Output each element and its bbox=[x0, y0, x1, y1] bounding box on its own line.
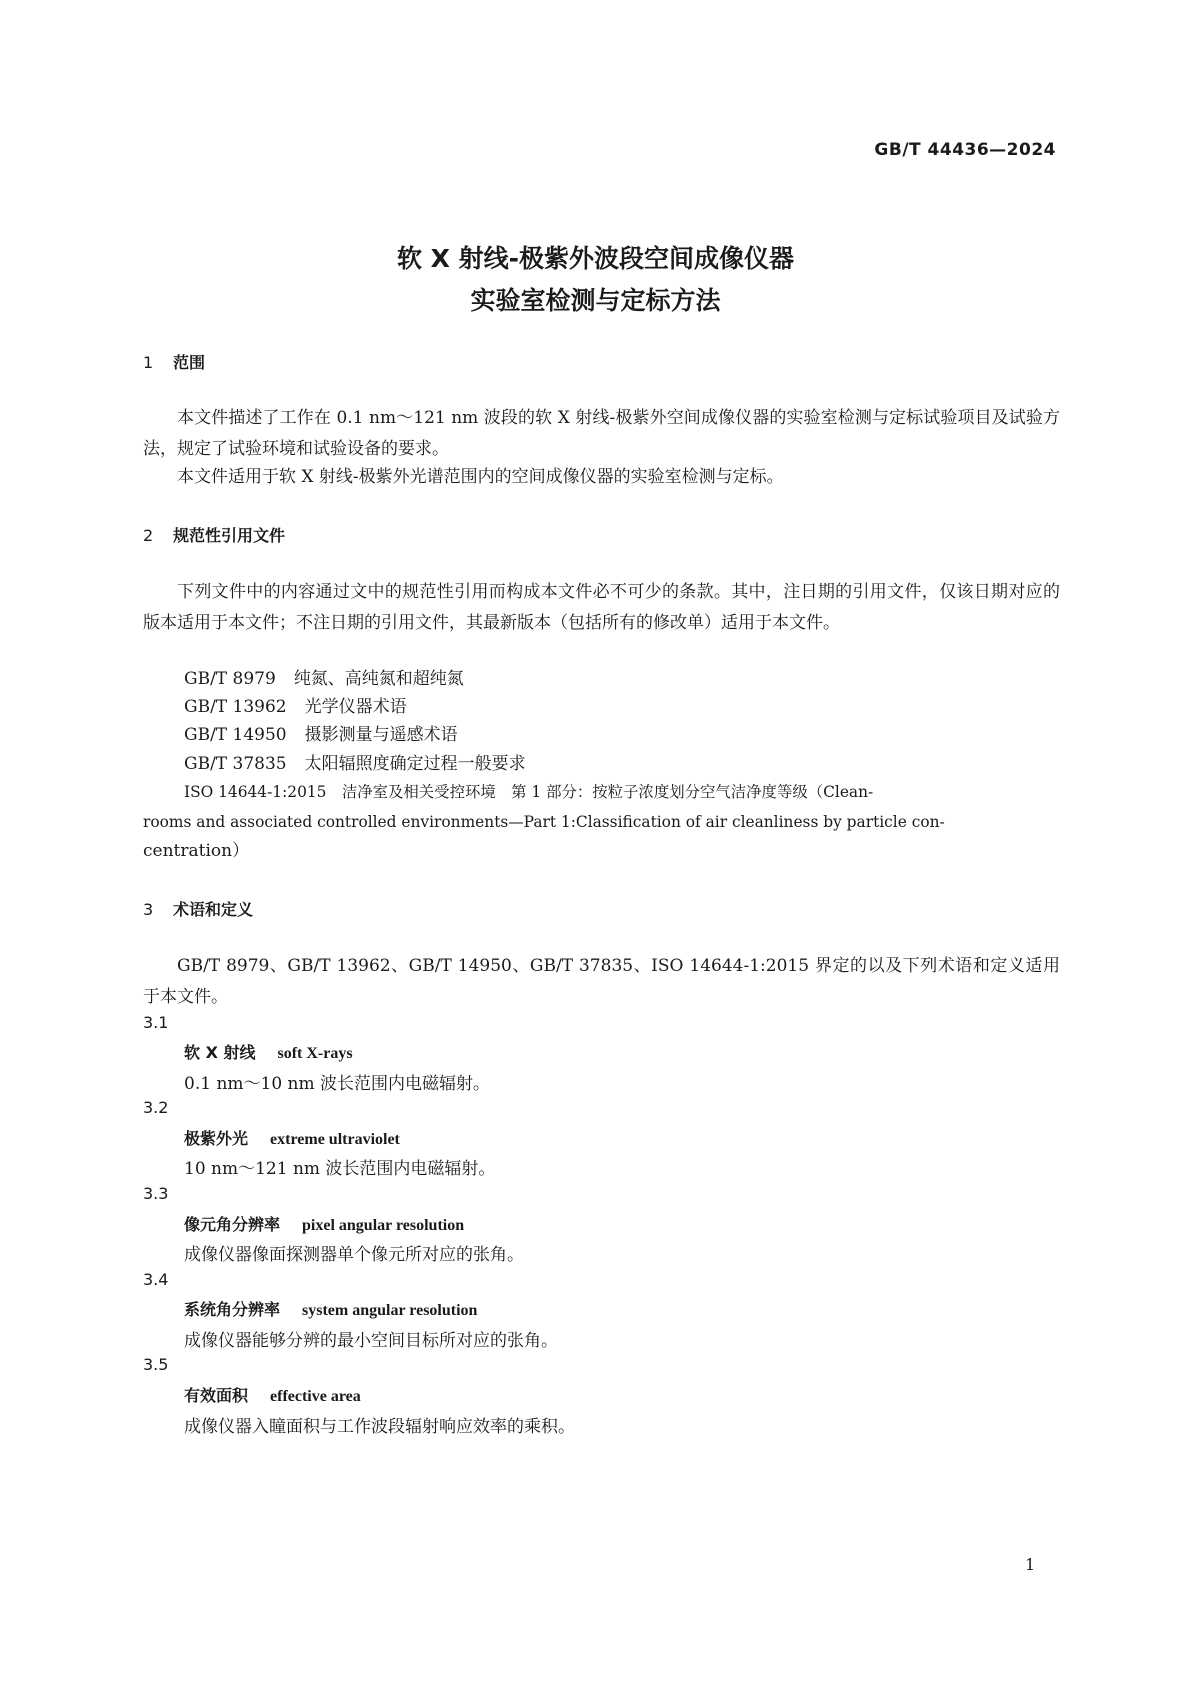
reference-name: 光学仪器术语 bbox=[304, 697, 407, 717]
reference-item bbox=[184, 749, 1060, 780]
term-number: 3.2 bbox=[143, 1098, 169, 1117]
title-line-2: 实验室检测与定标方法 bbox=[470, 286, 721, 315]
reference-item bbox=[184, 664, 1060, 695]
reference-name: 摄影测量与遥感术语 bbox=[304, 725, 458, 745]
document-title bbox=[0, 238, 1191, 322]
scope-paragraph-1: 本文件描述了工作在 0.1 nm～121 nm 波段的软 X 射线-极紫外空间成像仪器的实验室检测与定标试验项目及试验方法，规定了试验环境和试验设备的要求。 bbox=[143, 408, 1060, 459]
term-name bbox=[184, 1212, 464, 1235]
reference-code: GB/T 37835 bbox=[184, 754, 287, 774]
term-zh: 软 X 射线 bbox=[184, 1043, 256, 1062]
section-title: 范围 bbox=[173, 353, 206, 372]
term-en: effective area bbox=[270, 1388, 361, 1405]
iso-reference-line-2: rooms and associated controlled environments—Part 1:Classification of air cleanliness by particle con- bbox=[143, 813, 945, 831]
term-name bbox=[184, 1383, 361, 1406]
section-2-heading bbox=[143, 523, 285, 546]
term-en: extreme ultraviolet bbox=[270, 1131, 400, 1148]
term-number: 3.4 bbox=[143, 1270, 169, 1289]
term-definition: 成像仪器能够分辨的最小空间目标所对应的张角。 bbox=[184, 1331, 558, 1351]
reference-item bbox=[184, 692, 1060, 723]
section-3-heading bbox=[143, 897, 253, 920]
reference-name: 纯氮、高纯氮和超纯氮 bbox=[293, 669, 464, 689]
reference-name: 太阳辐照度确定过程一般要求 bbox=[304, 754, 526, 774]
term-definition: 0.1 nm～10 nm 波长范围内电磁辐射。 bbox=[184, 1074, 491, 1094]
title-line-1: 软 X 射线-极紫外波段空间成像仪器 bbox=[396, 244, 795, 273]
term-en: pixel angular resolution bbox=[302, 1217, 465, 1234]
term-definition: 成像仪器入瞳面积与工作波段辐射响应效率的乘积。 bbox=[184, 1417, 575, 1437]
term-number: 3.3 bbox=[143, 1184, 169, 1203]
term-en: system angular resolution bbox=[302, 1302, 478, 1319]
section-number: 2 bbox=[143, 526, 154, 545]
page-number: 1 bbox=[1025, 1555, 1036, 1574]
section-1-heading bbox=[143, 350, 205, 373]
reference-code: GB/T 13962 bbox=[184, 697, 287, 717]
term-name bbox=[184, 1040, 353, 1063]
term-definition: 10 nm～121 nm 波长范围内电磁辐射。 bbox=[184, 1159, 496, 1179]
term-zh: 极紫外光 bbox=[184, 1129, 249, 1148]
section-title: 术语和定义 bbox=[173, 900, 254, 919]
section-number: 1 bbox=[143, 353, 154, 372]
standard-code: GB/T 44436—2024 bbox=[874, 140, 1056, 160]
term-zh: 像元角分辨率 bbox=[184, 1215, 281, 1234]
term-zh: 有效面积 bbox=[184, 1386, 249, 1405]
terms-intro: GB/T 8979、GB/T 13962、GB/T 14950、GB/T 37835、ISO 14644-1:2015 界定的以及下列术语和定义适用于本文件。 bbox=[143, 956, 1060, 1007]
term-definition: 成像仪器像面探测器单个像元所对应的张角。 bbox=[184, 1245, 524, 1265]
term-name bbox=[184, 1297, 477, 1320]
iso-reference-line-1: ISO 14644-1:2015 洁净室及相关受控环境 第 1 部分：按粒子浓度划分空气洁净度等级（Clean- bbox=[184, 783, 874, 801]
term-zh: 系统角分辨率 bbox=[184, 1300, 281, 1319]
term-name bbox=[184, 1126, 400, 1149]
section-number: 3 bbox=[143, 900, 154, 919]
term-number: 3.1 bbox=[143, 1013, 169, 1032]
section-title: 规范性引用文件 bbox=[173, 526, 286, 545]
references-intro: 下列文件中的内容通过文中的规范性引用而构成本文件必不可少的条款。其中，注日期的引用文件，仅该日期对应的版本适用于本文件；不注日期的引用文件，其最新版本（包括所有的修改单）适用于本文件。 bbox=[143, 582, 1060, 633]
reference-code: GB/T 8979 bbox=[184, 669, 276, 689]
reference-code: GB/T 14950 bbox=[184, 725, 287, 745]
reference-item bbox=[184, 720, 1060, 751]
iso-reference-line-3: centration） bbox=[143, 841, 250, 861]
term-number: 3.5 bbox=[143, 1355, 169, 1374]
term-en: soft X-rays bbox=[277, 1045, 353, 1062]
scope-paragraph-2: 本文件适用于软 X 射线-极紫外光谱范围内的空间成像仪器的实验室检测与定标。 bbox=[177, 467, 784, 487]
